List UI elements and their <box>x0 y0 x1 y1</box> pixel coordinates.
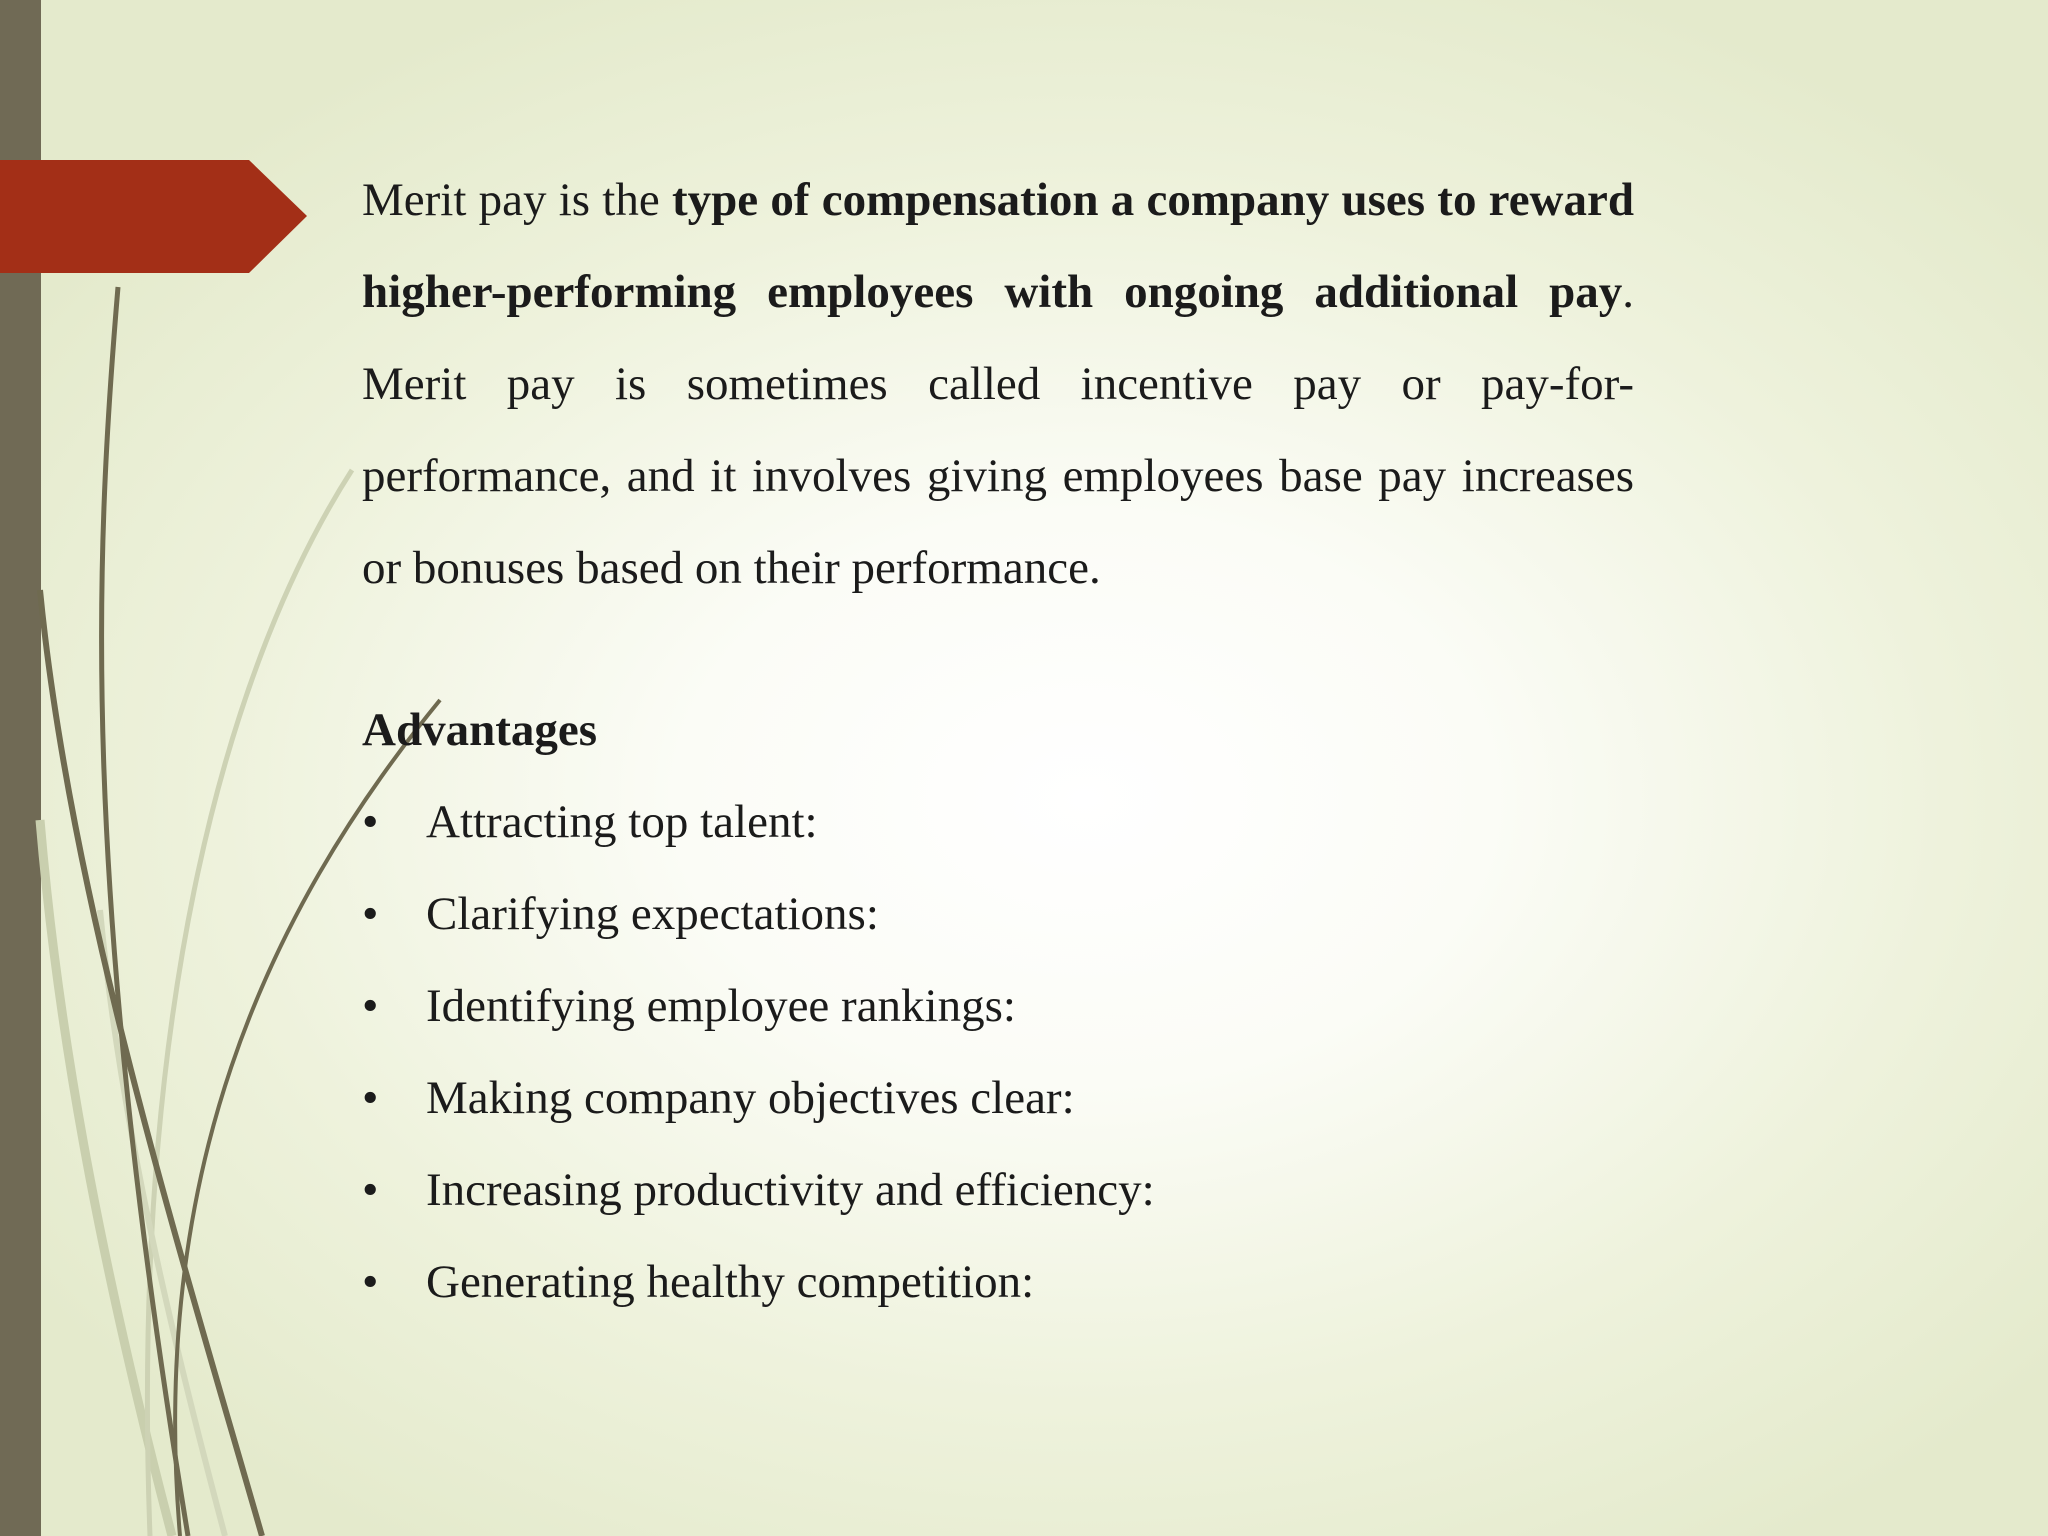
bullet-icon: • <box>362 796 379 848</box>
list-item <box>362 1144 1634 1236</box>
swoosh-line-light-2 <box>147 470 352 1536</box>
list-item-text: Making company objectives clear: <box>426 1072 1075 1124</box>
bullet-icon: • <box>362 1072 379 1124</box>
merit-pay-definition <box>362 154 1634 614</box>
list-item-text: Increasing productivity and efficiency: <box>426 1164 1155 1216</box>
list-item-text: Clarifying expectations: <box>426 888 879 940</box>
list-item <box>362 1052 1634 1144</box>
swoosh-line-light-3 <box>100 910 225 1536</box>
list-item-text: Attracting top talent: <box>426 796 818 848</box>
list-item <box>362 868 1634 960</box>
list-item <box>362 776 1634 868</box>
swoosh-line-dark-1 <box>102 287 188 1536</box>
swoosh-line-light-1 <box>40 820 172 1536</box>
bullet-icon: • <box>362 980 379 1032</box>
list-item-text: Generating healthy competition: <box>426 1256 1035 1308</box>
advantages-list <box>362 776 1634 1328</box>
bullet-icon: • <box>362 1164 379 1216</box>
bullet-icon: • <box>362 1256 379 1308</box>
swoosh-line-dark-2 <box>40 590 262 1536</box>
advantages-heading: Advantages <box>362 704 598 756</box>
list-item <box>362 1236 1634 1328</box>
bullet-icon: • <box>362 888 379 940</box>
definition-emphasis: type of compensation a company uses to reward higher-performing employees with ongoing additional pay <box>362 174 1634 318</box>
list-item <box>362 960 1634 1052</box>
title-tab-arrow <box>0 160 307 273</box>
list-item-text: Identifying employee rankings: <box>426 980 1016 1032</box>
definition-lead: Merit pay is the <box>362 174 672 226</box>
slide-content <box>362 154 1634 1328</box>
definition-rest: . Merit pay is sometimes called incentive pay or pay-for-performance, and it involves giving employees base pay increases or bonuses based on their performance. <box>362 266 1634 594</box>
